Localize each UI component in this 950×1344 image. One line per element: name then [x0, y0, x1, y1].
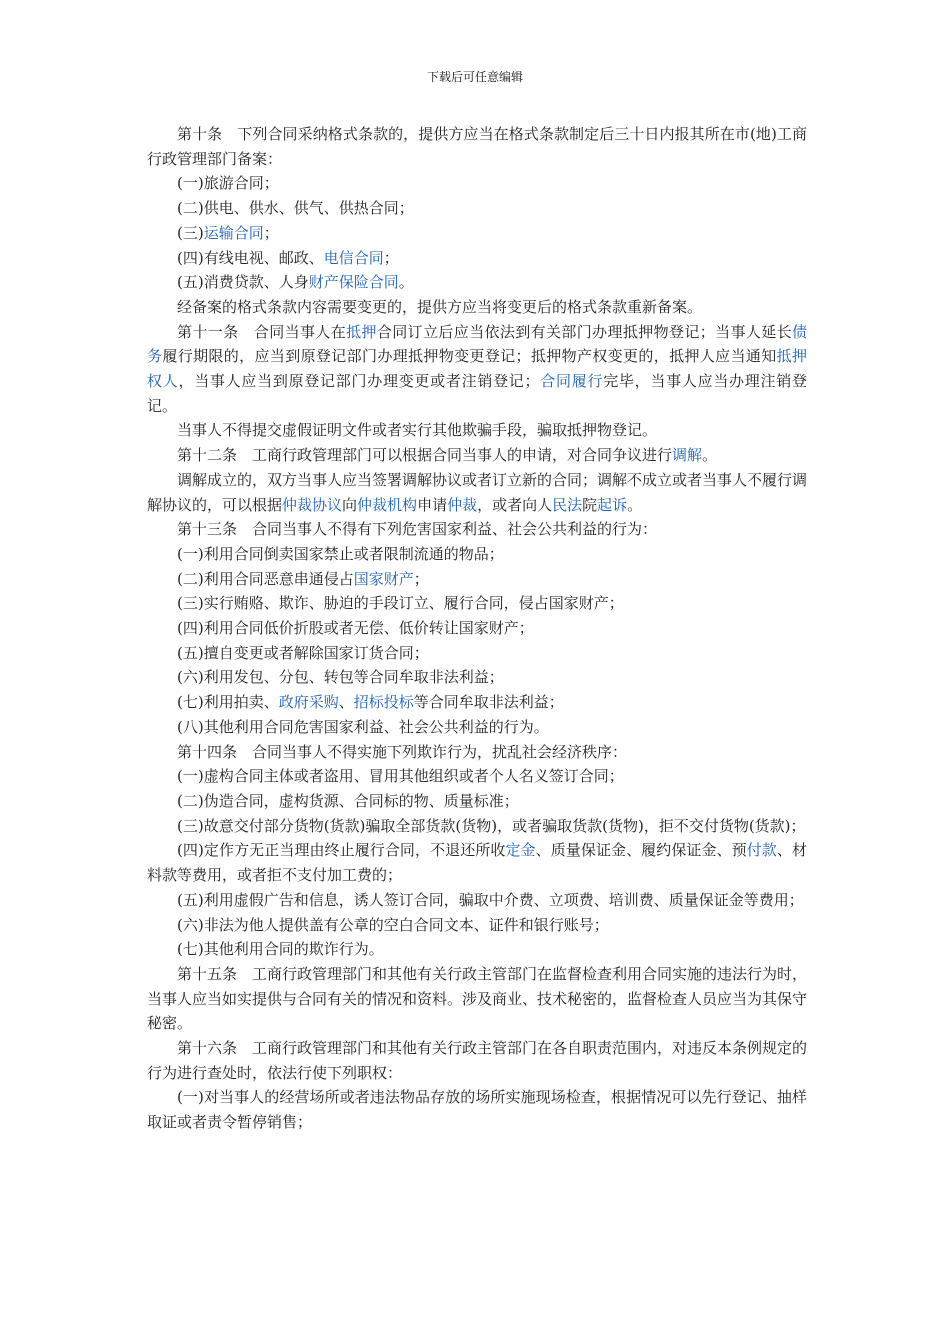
- hyperlink[interactable]: 付款: [746, 841, 777, 860]
- paragraph: [147, 468, 807, 517]
- paragraph: [147, 1085, 807, 1134]
- hyperlink[interactable]: 仲裁协议: [282, 495, 343, 514]
- paragraph-text: (二)利用合同恶意串通侵占: [177, 569, 354, 588]
- paragraph-text: 当事人不得提交虚假证明文件或者实行其他欺骗手段，骗取抵押物登记。: [177, 421, 658, 440]
- paragraph: [147, 888, 807, 913]
- paragraph: [147, 937, 807, 962]
- hyperlink[interactable]: 政府采购: [278, 693, 339, 712]
- paragraph-text: 申请: [417, 495, 448, 514]
- paragraph: [147, 740, 807, 765]
- paragraph: [147, 591, 807, 616]
- paragraph: [147, 122, 807, 171]
- paragraph: [147, 246, 807, 271]
- paragraph-text: 第十三条 合同当事人不得有下列危害国家利益、社会公共利益的行为：: [177, 520, 658, 539]
- paragraph-text: 第十六条 工商行政管理部门和其他有关行政主管部门在各自职责范围内，对违反本条例规定的行为进行查处时，依法行使下列职权：: [147, 1039, 808, 1082]
- hyperlink[interactable]: 抵押权人: [147, 347, 807, 391]
- paragraph-text: 、质量保证金、履约保证金、预: [535, 841, 747, 860]
- paragraph-text: ，当事人应当到原登记部门办理变更或者注销登记；: [178, 372, 540, 391]
- hyperlink[interactable]: 仲裁机构: [357, 495, 418, 514]
- paragraph: [147, 913, 807, 938]
- paragraph-text: 、材料款等费用，或者拒不支付加工费的；: [147, 841, 807, 885]
- paragraph-text: 院: [582, 495, 598, 514]
- paragraph-text: 第十条 下列合同采纳格式条款的，提供方应当在格式条款制定后三十日内报其所在市(地)工商行政管理部门备案：: [147, 125, 807, 168]
- paragraph-text: (六)利用发包、分包、转包等合同牟取非法利益；: [177, 668, 504, 687]
- paragraph: [147, 270, 807, 295]
- hyperlink[interactable]: 运输合同: [203, 223, 264, 242]
- hyperlink[interactable]: 招标投标: [353, 693, 414, 712]
- paragraph-text: (四)定作方无正当理由终止履行合同，不退还所收: [177, 841, 506, 860]
- paragraph-text: 履行期限的，应当到原登记部门办理抵押物变更登记；抵押物产权变更的，抵押人应当通知: [162, 347, 777, 366]
- paragraph: [147, 443, 807, 468]
- paragraph: [147, 567, 807, 592]
- paragraph-text: (四)有线电视、邮政、: [177, 248, 324, 267]
- paragraph-text: (六)非法为他人提供盖有公章的空白合同文本、证件和银行账号；: [177, 915, 609, 934]
- hyperlink[interactable]: 财产保险合同: [308, 273, 399, 292]
- paragraph-text: ；: [383, 248, 399, 267]
- paragraph-text: (五)利用虚假广告和信息，诱人签订合同，骗取中介费、立项费、培训费、质量保证金等费用；: [177, 890, 804, 909]
- paragraph: [147, 171, 807, 196]
- hyperlink[interactable]: 国家财产: [353, 569, 414, 588]
- paragraph: [147, 641, 807, 666]
- paragraph-text: 完毕，当事人应当办理注销登记。: [147, 372, 807, 415]
- paragraph-text: 。: [702, 446, 718, 465]
- hyperlink[interactable]: 债务: [147, 322, 807, 366]
- paragraph: [147, 320, 807, 419]
- paragraph: [147, 196, 807, 221]
- paragraph-text: 、: [338, 693, 354, 712]
- paragraph-text: (五)消费贷款、人身: [177, 273, 309, 292]
- paragraph-text: (三)实行贿赂、欺诈、胁迫的手段订立、履行合同，侵占国家财产；: [177, 594, 624, 613]
- paragraph-text: (七)利用拍卖、: [177, 693, 279, 712]
- paragraph: [147, 962, 807, 1036]
- paragraph-text: 第十一条 合同当事人在: [177, 322, 347, 341]
- paragraph-text: 经备案的格式条款内容需要变更的，提供方应当将变更后的格式条款重新备案。: [177, 297, 703, 316]
- hyperlink[interactable]: 民法: [552, 495, 583, 514]
- paragraph-text: 等合同牟取非法利益；: [413, 693, 564, 712]
- paragraph-text: (二)供电、供水、供气、供热合同；: [177, 199, 414, 218]
- paragraph-text: ；: [413, 569, 429, 588]
- paragraph-text: (八)其他利用合同危害国家利益、社会公共利益的行为。: [177, 717, 549, 736]
- paragraph-text: (一)虚构合同主体或者盗用、冒用其他组织或者个人名义签订合同；: [177, 767, 624, 786]
- hyperlink[interactable]: 抵押: [346, 322, 377, 341]
- paragraph-text: (三)故意交付部分货物(货款)骗取全部货款(货物)，或者骗取货款(货物)，拒不交付货物(货款)；: [177, 816, 806, 835]
- paragraph: [147, 221, 807, 246]
- paragraph-text: 第十五条 工商行政管理部门和其他有关行政主管部门在监督检查利用合同实施的违法行为时，当事人应当如实提供与合同有关的情况和资料。涉及商业、技术秘密的，监督检查人员应当为其保守秘密。: [147, 964, 808, 1033]
- hyperlink[interactable]: 仲裁: [447, 495, 478, 514]
- paragraph-text: 第十二条 工商行政管理部门可以根据合同当事人的申请，对合同争议进行: [177, 446, 673, 465]
- paragraph: [147, 764, 807, 789]
- paragraph: [147, 814, 807, 839]
- hyperlink[interactable]: 电信合同: [323, 248, 384, 267]
- paragraph-text: (二)伪造合同，虚构货源、合同标的物、质量标准；: [177, 791, 519, 810]
- paragraph-text: (七)其他利用合同的欺诈行为。: [177, 940, 384, 959]
- paragraph: [147, 542, 807, 567]
- hyperlink[interactable]: 定金: [505, 841, 536, 860]
- paragraph: [147, 1036, 807, 1085]
- paragraph: [147, 789, 807, 814]
- paragraph-text: (一)利用合同倒卖国家禁止或者限制流通的物品；: [177, 544, 504, 563]
- paragraph-text: (五)擅自变更或者解除国家订货合同；: [177, 643, 429, 662]
- paragraph: [147, 418, 807, 443]
- paragraph-text: 向: [342, 495, 358, 514]
- paragraph: [147, 690, 807, 715]
- paragraph: [147, 517, 807, 542]
- paragraph-text: 。: [398, 273, 414, 292]
- paragraph-text: ，或者向人: [477, 495, 553, 514]
- paragraph: [147, 838, 807, 887]
- paragraph: [147, 715, 807, 740]
- hyperlink[interactable]: 合同履行: [539, 372, 604, 391]
- paragraph-text: (一)对当事人的经营场所或者违法物品存放的场所实施现场检查，根据情况可以先行登记、抽样取证或者责令暂停销售；: [147, 1088, 807, 1132]
- paragraph-text: ；: [263, 223, 279, 242]
- document-body: [147, 122, 807, 1135]
- paragraph-text: 合同订立后应当依法到有关部门办理抵押物登记；当事人延长: [376, 322, 792, 341]
- hyperlink[interactable]: 调解: [672, 446, 703, 465]
- paragraph-text: 第十四条 合同当事人不得实施下列欺诈行为，扰乱社会经济秩序：: [177, 742, 628, 761]
- paragraph-text: (一)旅游合同；: [177, 174, 279, 193]
- page-header: 下载后可任意编辑: [426, 70, 523, 84]
- paragraph-text: 调解成立的，双方当事人应当签署调解协议或者订立新的合同；调解不成立或者当事人不履行调解协议的，可以根据: [147, 470, 808, 514]
- paragraph-text: (四)利用合同低价折股或者无偿、低价转让国家财产；: [177, 619, 534, 638]
- paragraph-text: (三): [177, 223, 204, 242]
- paragraph-text: 。: [627, 495, 643, 514]
- paragraph: [147, 295, 807, 320]
- hyperlink[interactable]: 起诉: [597, 495, 628, 514]
- paragraph: [147, 616, 807, 641]
- paragraph: [147, 665, 807, 690]
